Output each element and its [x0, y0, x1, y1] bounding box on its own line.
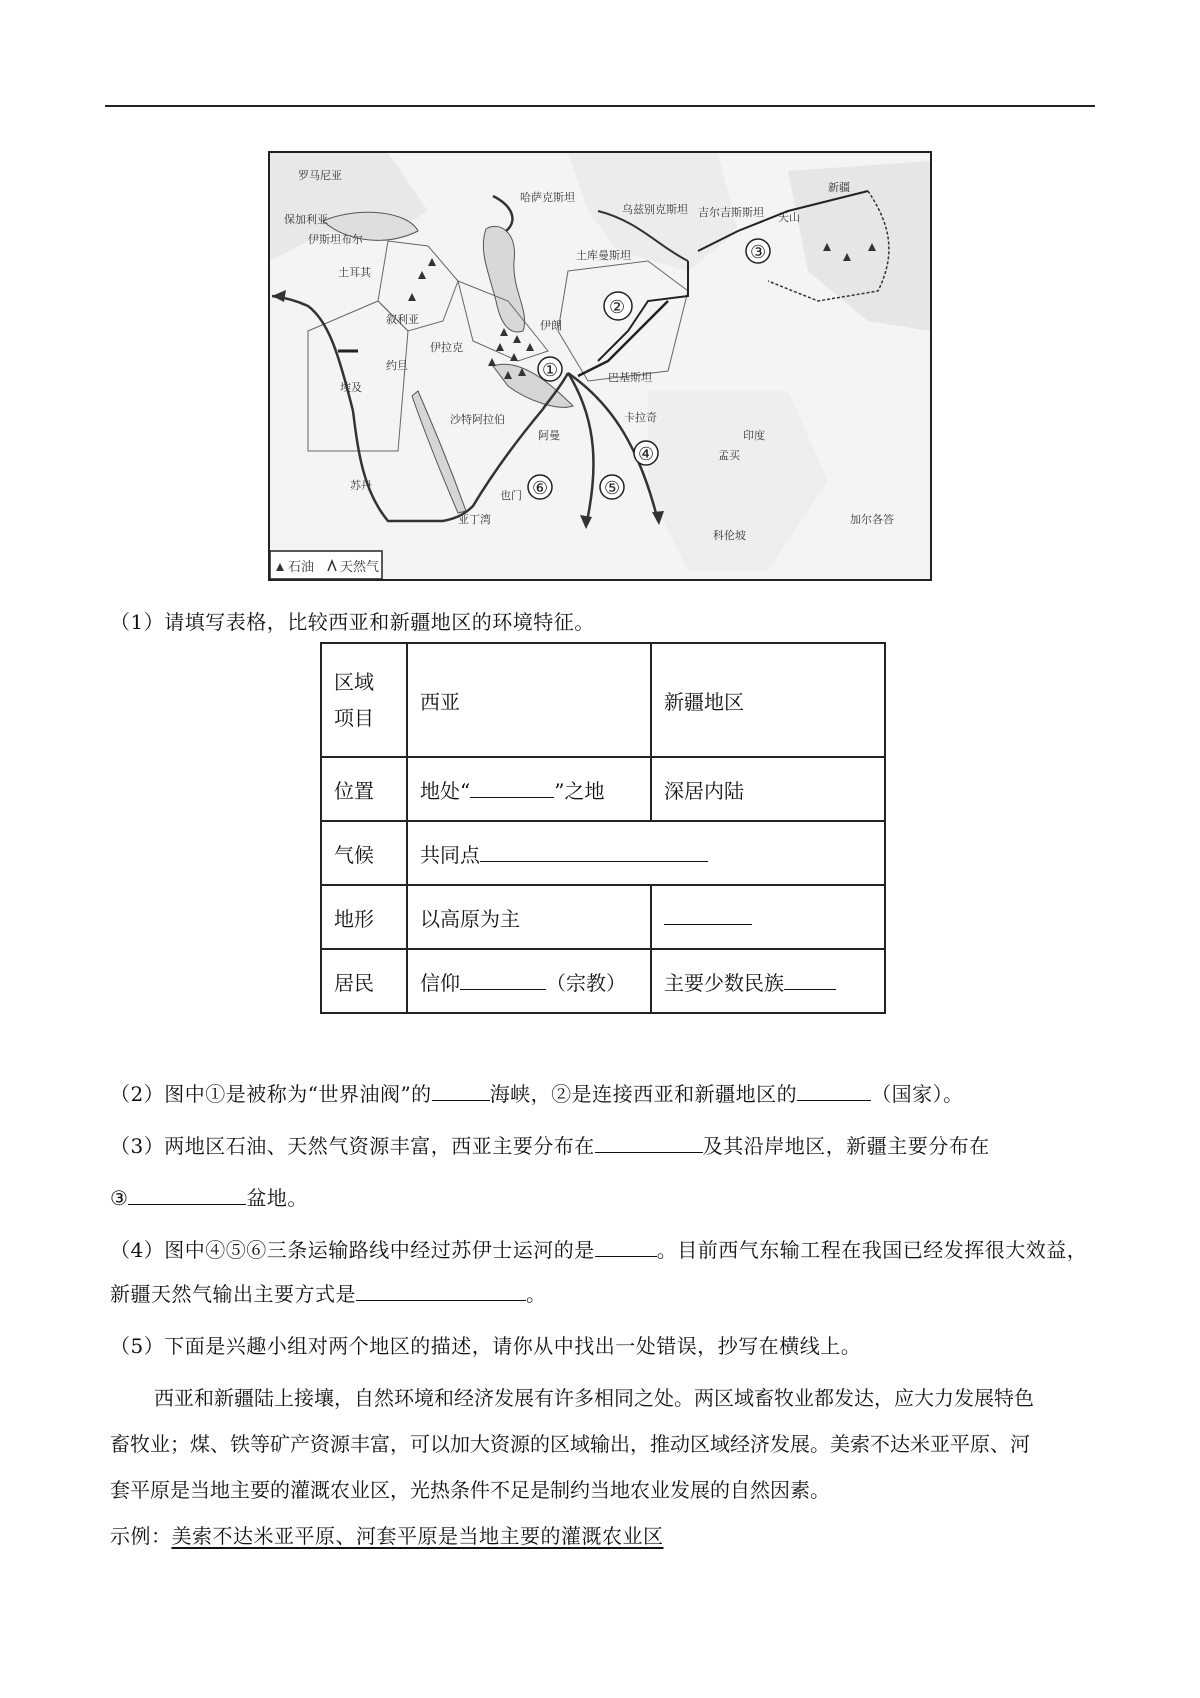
q5-paragraph-line1: 西亚和新疆陆上接壤，自然环境和经济发展有许多相同之处。两区域畜牧业都发达，应大力发展特色 [154, 1386, 1034, 1410]
question-5: （5）下面是兴趣小组对两个地区的描述，请你从中找出一处错误，抄写在横线上。 [110, 1334, 862, 1358]
cell-climate-common: 共同点 [407, 821, 885, 885]
blank-q4-route[interactable] [595, 1236, 657, 1257]
map-label-pakistan: 巴基斯坦 [608, 371, 652, 384]
cell-terrain-west: 以高原为主 [407, 885, 651, 949]
map-label-saudi: 沙特阿拉伯 [450, 413, 505, 426]
table-row-terrain [321, 885, 885, 949]
map-label-kolkata: 加尔各答 [850, 513, 894, 526]
header-item-label: 项目 [334, 706, 374, 730]
table-corner-cell [321, 643, 407, 757]
map-label-iran: 伊朗 [540, 319, 562, 332]
map-label-sudan: 苏丹 [350, 479, 372, 492]
svg-text:③: ③ [750, 242, 767, 263]
map-label-colombo: 科伦坡 [713, 529, 746, 542]
question-3: （3）两地区石油、天然气资源丰富，西亚主要分布在 及其沿岸地区，新疆主要分布在 [110, 1134, 990, 1158]
header-xinjiang: 新疆地区 [651, 643, 885, 757]
map-label-syria: 叙利亚 [386, 313, 419, 326]
map-label-istanbul: 伊斯坦布尔 [308, 233, 363, 246]
svg-text:⑤: ⑤ [604, 478, 621, 499]
svg-text:①: ① [542, 360, 559, 381]
map-label-yemen: 也门 [500, 489, 522, 502]
table-row-climate [321, 821, 885, 885]
blank-q2-country[interactable] [797, 1080, 871, 1101]
map-label-bulgaria: 保加利亚 [284, 213, 328, 226]
map-label-kyrgyz: 吉尔吉斯斯坦 [698, 206, 764, 219]
map-label-egypt: 埃及 [340, 381, 362, 394]
marker-2 [604, 292, 632, 320]
blank-climate-common[interactable] [480, 841, 708, 862]
map-label-aden: 亚丁湾 [458, 513, 491, 526]
table-header-row [321, 643, 885, 757]
table-row-residents [321, 949, 885, 1013]
marker-1 [538, 357, 562, 381]
row-label-residents: 居民 [321, 949, 407, 1013]
q5-paragraph-line3: 套平原是当地主要的灌溉农业区，光热条件不足是制约当地农业发展的自然因素。 [110, 1478, 830, 1502]
marker-3 [746, 239, 770, 263]
map-svg [268, 151, 932, 581]
map-label-kazakhstan: 哈萨克斯坦 [520, 191, 575, 204]
svg-text:②: ② [609, 297, 626, 318]
question-2: （2）图中①是被称为“世界油阀”的 海峡，②是连接西亚和新疆地区的 （国家）。 [110, 1082, 964, 1106]
map-label-mumbai: 孟买 [718, 449, 740, 462]
example-answer: 美索不达米亚平原、河套平原是当地主要的灌溉农业区 [171, 1524, 664, 1548]
map-label-xinjiang: 新疆 [828, 181, 850, 194]
map-label-oman: 阿曼 [538, 429, 560, 442]
blank-location-west[interactable] [470, 777, 554, 798]
svg-text:④: ④ [638, 444, 655, 465]
map-label-romania: 罗马尼亚 [298, 169, 342, 182]
row-label-location: 位置 [321, 757, 407, 821]
question-3-line2: ③ 盆地。 [110, 1186, 308, 1210]
blank-terrain-xinjiang[interactable] [664, 904, 752, 925]
q5-example [110, 1520, 664, 1549]
svg-text:⑥: ⑥ [532, 478, 549, 499]
map-label-turkey: 土耳其 [338, 266, 371, 279]
cell-terrain-xinjiang [651, 885, 885, 949]
cell-residents-xinjiang: 主要少数民族 [651, 949, 885, 1013]
comparison-table [320, 642, 886, 1014]
marker-5 [600, 475, 624, 499]
legend-oil: 石油 [288, 560, 315, 575]
map-label-uzbekistan: 乌兹别克斯坦 [622, 203, 688, 216]
question-4-line2: 新疆天然气输出主要方式是 。 [110, 1282, 547, 1306]
q5-paragraph-line2: 畜牧业；煤、铁等矿产资源丰富，可以加大资源的区域输出，推动区域经济发展。美索不达米亚平原、河 [110, 1432, 1030, 1456]
cell-location-west: 地处“ ”之地 [407, 757, 651, 821]
blank-residents-xinjiang[interactable] [784, 969, 836, 990]
table-row-location [321, 757, 885, 821]
map-figure [268, 151, 932, 581]
map-legend [270, 551, 382, 579]
blank-q3-west-asia[interactable] [595, 1132, 703, 1153]
map-label-jordan: 约旦 [386, 359, 408, 372]
marker-4 [634, 441, 658, 465]
map-label-tianshan: 天山 [778, 211, 800, 224]
legend-gas: 天然气 [340, 560, 380, 575]
cell-location-xinjiang: 深居内陆 [651, 757, 885, 821]
cell-residents-west: 信仰 （宗教） [407, 949, 651, 1013]
map-label-iraq: 伊拉克 [430, 341, 463, 354]
blank-q2-strait[interactable] [432, 1080, 490, 1101]
row-label-climate: 气候 [321, 821, 407, 885]
map-label-turkmenistan: 土库曼斯坦 [576, 249, 631, 262]
question-1: （1）请填写表格，比较西亚和新疆地区的环境特征。 [110, 610, 595, 634]
header-region-label: 区域 [334, 670, 374, 694]
marker-6 [528, 475, 552, 499]
row-label-terrain: 地形 [321, 885, 407, 949]
map-label-karachi: 卡拉奇 [624, 411, 657, 424]
header-west-asia: 西亚 [407, 643, 651, 757]
blank-q4-transport[interactable] [356, 1280, 526, 1301]
question-4: （4）图中④⑤⑥三条运输路线中经过苏伊士运河的是 。目前西气东输工程在我国已经发挥很大效益， [110, 1238, 1088, 1262]
blank-q3-basin[interactable] [128, 1184, 246, 1205]
map-label-india: 印度 [743, 429, 765, 442]
blank-residents-west[interactable] [460, 969, 546, 990]
example-label: 示例： [110, 1524, 172, 1548]
header-rule [105, 105, 1095, 107]
